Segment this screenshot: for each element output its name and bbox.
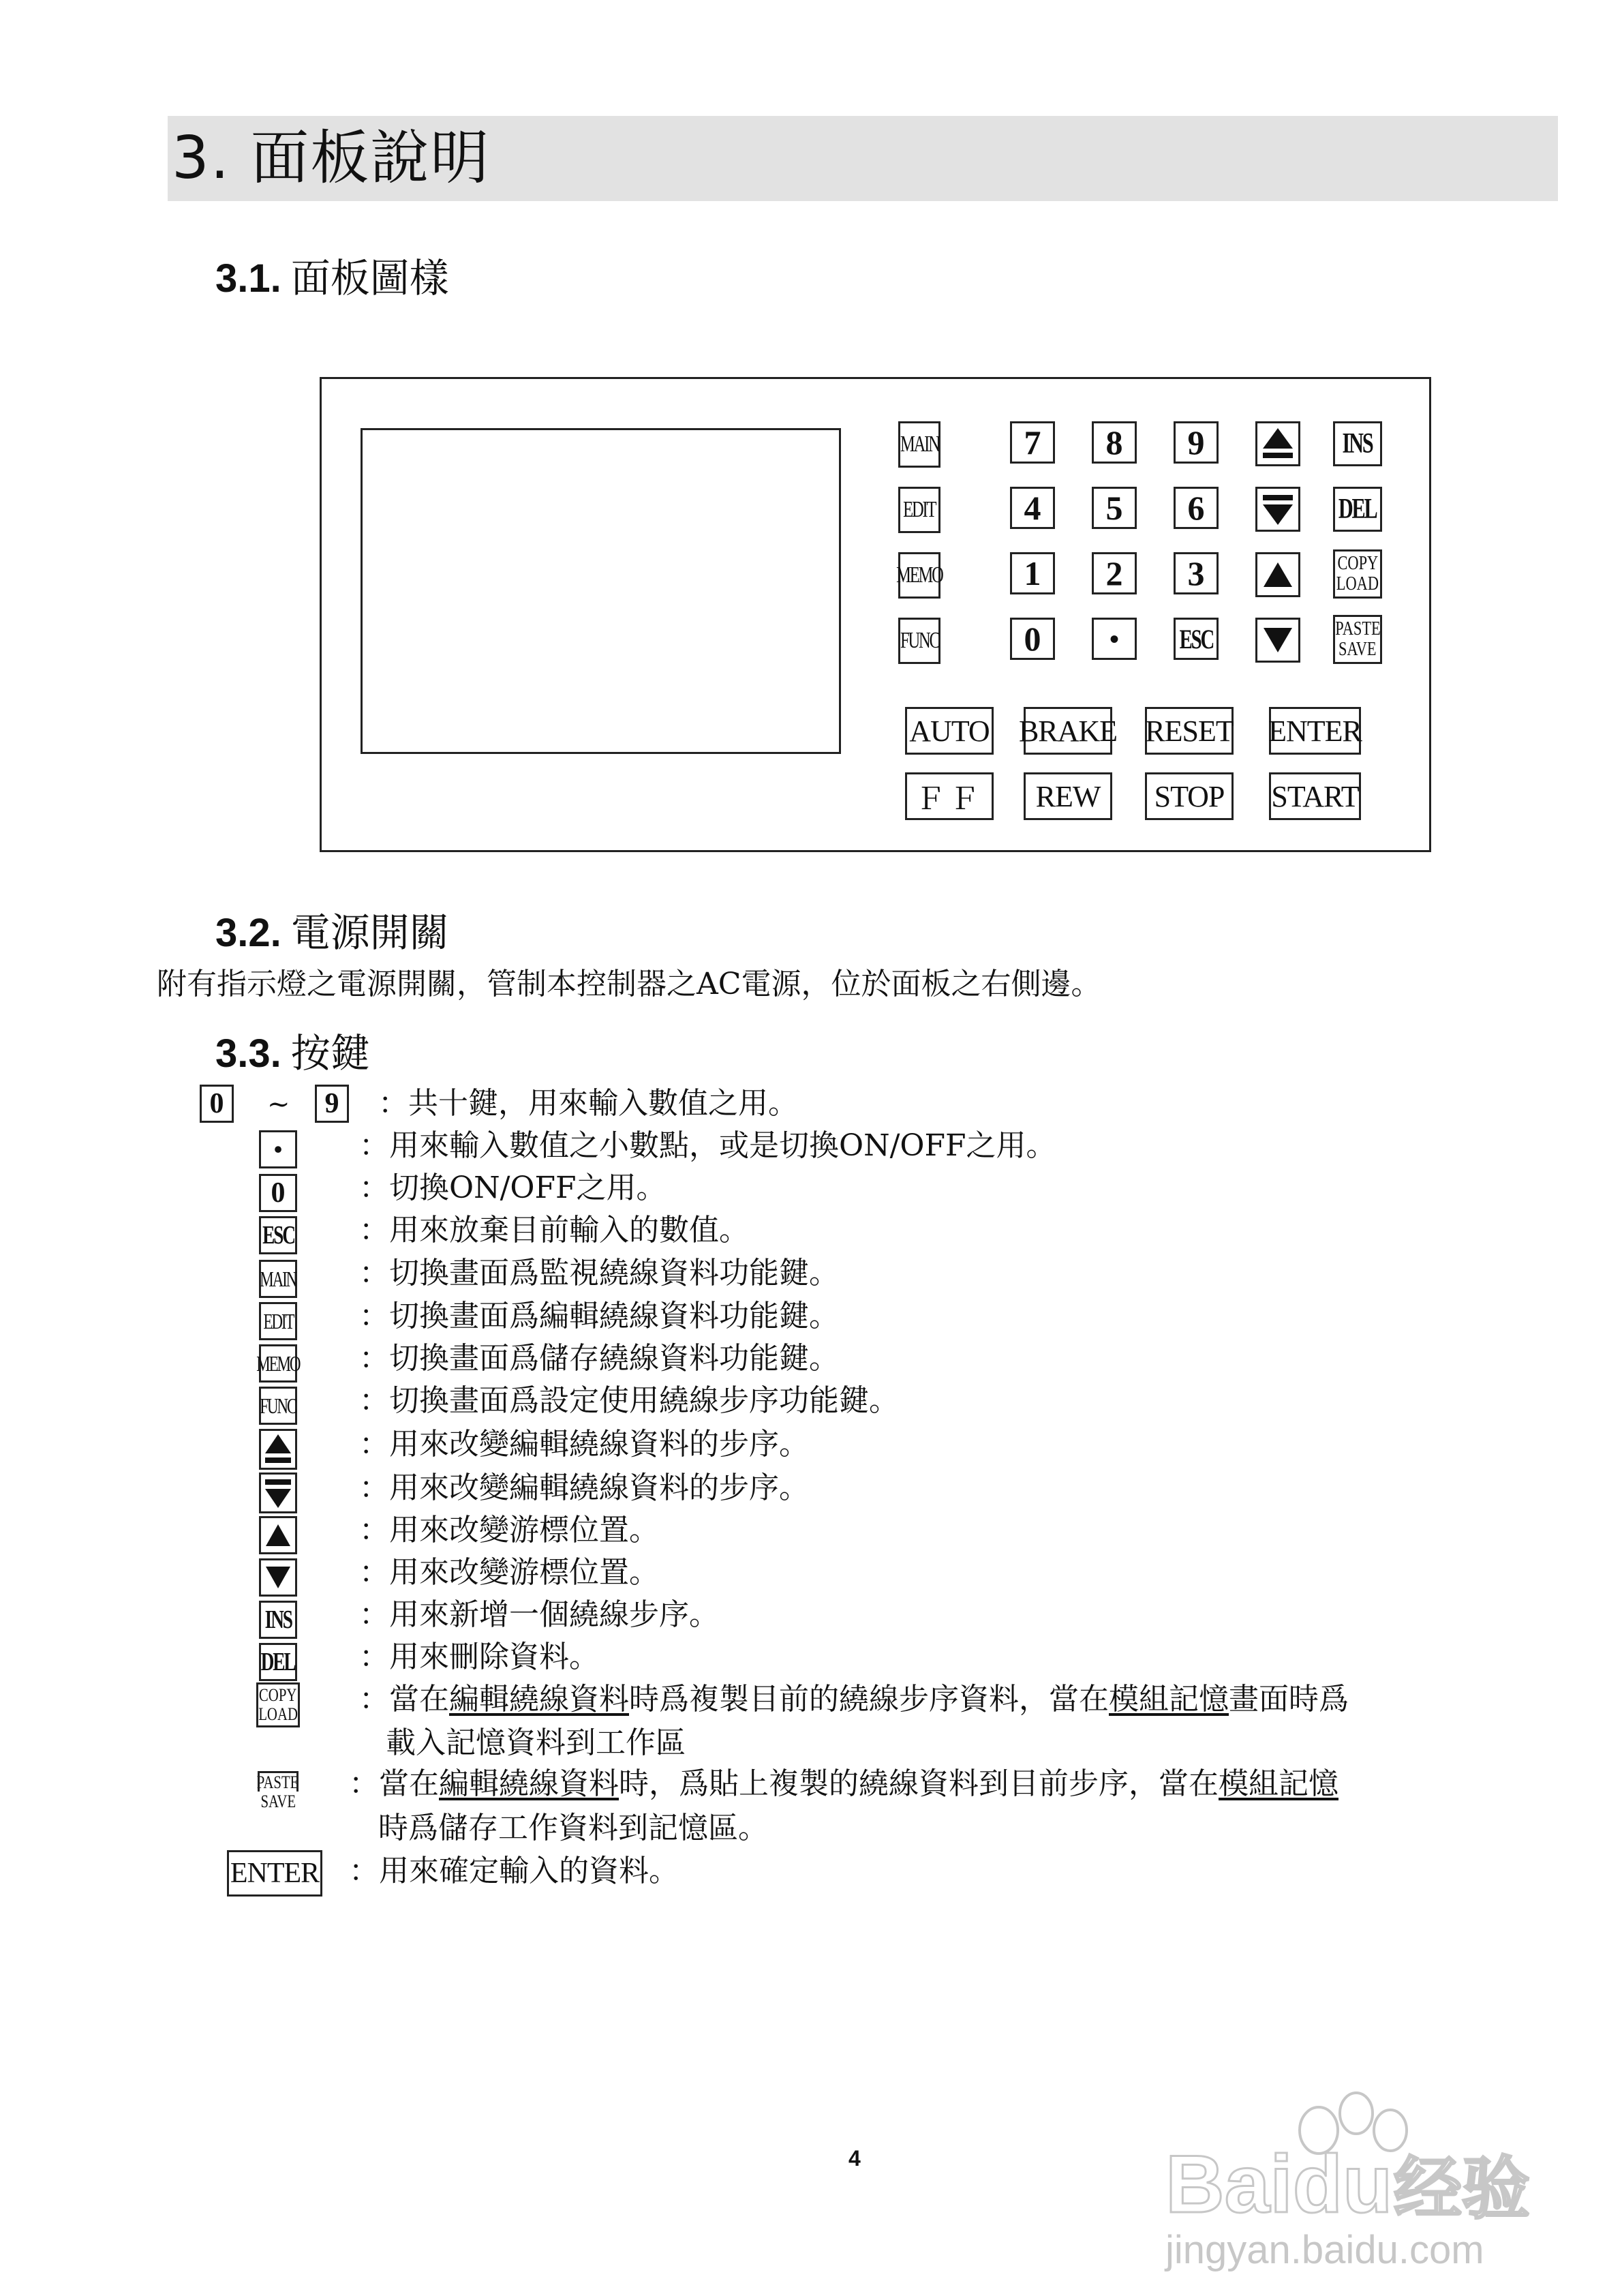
desc-down-key: ：用來改變游標位置。 <box>359 1555 659 1590</box>
panel-memo-key: MEMO <box>898 552 940 599</box>
legend-enter-key: ENTER <box>227 1850 322 1897</box>
range-tilde: ~ <box>267 1089 290 1120</box>
panel-key-4: 4 <box>1010 487 1055 529</box>
desc-main-key: ：切換畫面爲監視繞線資料功能鍵。 <box>359 1256 839 1290</box>
legend-main-key: MAIN <box>259 1260 297 1298</box>
panel-ins-key: INS <box>1333 421 1382 466</box>
page-number: 4 <box>848 2146 861 2171</box>
section-3-1-title <box>215 254 449 303</box>
panel-esc-key: ESC <box>1174 618 1219 660</box>
power-switch-description: 附有指示燈之電源開關，管制本控制器之AC電源，位於面板之右側邊。 <box>157 967 1101 1001</box>
panel-key-8: 8 <box>1092 421 1137 464</box>
section-3-3-title <box>215 1029 370 1078</box>
panel-page-up-key <box>1255 421 1300 466</box>
desc-esc-key: ：用來放棄目前輸入的數值。 <box>359 1213 749 1248</box>
panel-reset-key: RESET <box>1145 707 1234 755</box>
page-down-arrow-icon <box>262 1475 294 1511</box>
desc-zero-key: ：切換ON/OFF之用。 <box>359 1170 667 1205</box>
desc-enter-key: ：用來確定輸入的資料。 <box>349 1854 679 1888</box>
legend-zero-key: 0 <box>259 1174 297 1212</box>
up-arrow-icon <box>1261 560 1295 590</box>
section-number: 3.1. <box>215 256 281 301</box>
section-3-2-title <box>215 909 449 957</box>
panel-key-7: 7 <box>1010 421 1055 464</box>
legend-esc-key: ESC <box>259 1216 297 1254</box>
desc-func-key: ：切換畫面爲設定使用繞線步序功能鍵。 <box>359 1383 899 1418</box>
panel-key-0: 0 <box>1010 618 1055 660</box>
up-arrow-icon <box>263 1522 293 1549</box>
legend-page-up-key <box>259 1429 297 1470</box>
legend-memo-key: MEMO <box>259 1344 297 1383</box>
panel-rew-key: REW <box>1024 772 1112 820</box>
panel-start-key: START <box>1269 772 1361 820</box>
down-arrow-icon <box>263 1564 293 1591</box>
baidu-jingyan-watermark <box>1090 2072 1567 2277</box>
panel-down-key <box>1255 618 1300 663</box>
legend-func-key: FUNC <box>259 1387 297 1425</box>
chapter-title: 3. 面板說明 <box>172 124 491 192</box>
panel-key-2: 2 <box>1092 552 1137 594</box>
section-number: 3.2. <box>215 911 281 955</box>
legend-dot-key: • <box>259 1130 297 1168</box>
panel-key-1: 1 <box>1010 552 1055 594</box>
panel-stop-key: STOP <box>1145 772 1234 820</box>
panel-key-3: 3 <box>1174 552 1219 594</box>
panel-up-key <box>1255 552 1300 597</box>
desc-digit-keys: ：共十鍵，用來輸入數值之用。 <box>378 1086 798 1121</box>
legend-del-key: DEL <box>259 1643 297 1681</box>
desc-copy-load-key-line2: 載入記憶資料到工作區 <box>386 1725 686 1760</box>
panel-paste-save-key: PASTE SAVE <box>1333 615 1382 664</box>
section-label: 電源開關 <box>290 909 449 956</box>
panel-auto-key: AUTO <box>905 707 994 755</box>
page-up-arrow-icon <box>1260 425 1296 462</box>
panel-brake-key: BRAKE <box>1024 707 1112 755</box>
panel-key-6: 6 <box>1174 487 1219 529</box>
desc-edit-key: ：切換畫面爲編輯繞線資料功能鍵。 <box>359 1299 839 1333</box>
panel-edit-key: EDIT <box>898 487 940 533</box>
desc-dot-key: ：用來輸入數值之小數點，或是切換ON/OFF之用。 <box>359 1128 1056 1163</box>
legend-edit-key: EDIT <box>259 1302 297 1340</box>
legend-copy-load-key: COPY LOAD <box>256 1682 300 1727</box>
desc-page-down-key: ：用來改變編輯繞線資料的步序。 <box>359 1470 809 1505</box>
watermark-brand: Baidu <box>1165 2139 1393 2230</box>
section-label: 面板圖樣 <box>290 255 449 301</box>
panel-del-key: DEL <box>1333 487 1382 532</box>
section-number: 3.3. <box>215 1031 281 1076</box>
down-arrow-icon <box>1261 625 1295 655</box>
panel-ff-key: ＦＦ <box>905 772 994 820</box>
desc-ins-key: ：用來新增一個繞線步序。 <box>359 1597 719 1632</box>
section-label: 按鍵 <box>290 1030 370 1076</box>
legend-key-9-range-end: 9 <box>315 1085 349 1123</box>
panel-func-key: FUNC <box>898 618 940 664</box>
legend-key-0-range-start: 0 <box>200 1085 234 1123</box>
desc-memo-key: ：切換畫面爲儲存繞線資料功能鍵。 <box>359 1341 839 1376</box>
desc-paste-save-key-line2: 時爲儲存工作資料到記憶區。 <box>378 1811 768 1845</box>
page-up-arrow-icon <box>262 1432 294 1467</box>
watermark-cn: 经验 <box>1394 2151 1530 2227</box>
legend-page-down-key <box>259 1472 297 1513</box>
panel-page-down-key <box>1255 487 1300 532</box>
paste-save-key-outline <box>258 1771 299 1792</box>
panel-enter-key: ENTER <box>1269 707 1361 755</box>
desc-paste-save-key: ：當在編輯繞線資料時，爲貼上複製的繞線資料到目前步序，當在模組記憶 <box>349 1766 1338 1801</box>
desc-page-up-key: ：用來改變編輯繞線資料的步序。 <box>359 1427 809 1462</box>
panel-key-9: 9 <box>1174 421 1219 464</box>
lcd-screen <box>361 428 841 754</box>
watermark-url: jingyan.baidu.com <box>1165 2228 1484 2272</box>
legend-up-key <box>259 1516 297 1554</box>
desc-copy-load-key: ：當在編輯繞線資料時爲複製目前的繞線步序資料，當在模組記憶畫面時爲 <box>359 1682 1349 1717</box>
page-down-arrow-icon <box>1260 491 1296 528</box>
desc-up-key: ：用來改變游標位置。 <box>359 1513 659 1547</box>
panel-key-5: 5 <box>1092 487 1137 529</box>
panel-key-dot: • <box>1092 618 1137 660</box>
desc-del-key: ：用來刪除資料。 <box>359 1640 599 1674</box>
legend-ins-key: INS <box>259 1601 297 1639</box>
panel-copy-load-key: COPY LOAD <box>1333 549 1382 599</box>
panel-main-key: MAIN <box>898 421 940 468</box>
legend-paste-save-key: PASTE SAVE <box>256 1770 300 1815</box>
legend-down-key <box>259 1558 297 1597</box>
